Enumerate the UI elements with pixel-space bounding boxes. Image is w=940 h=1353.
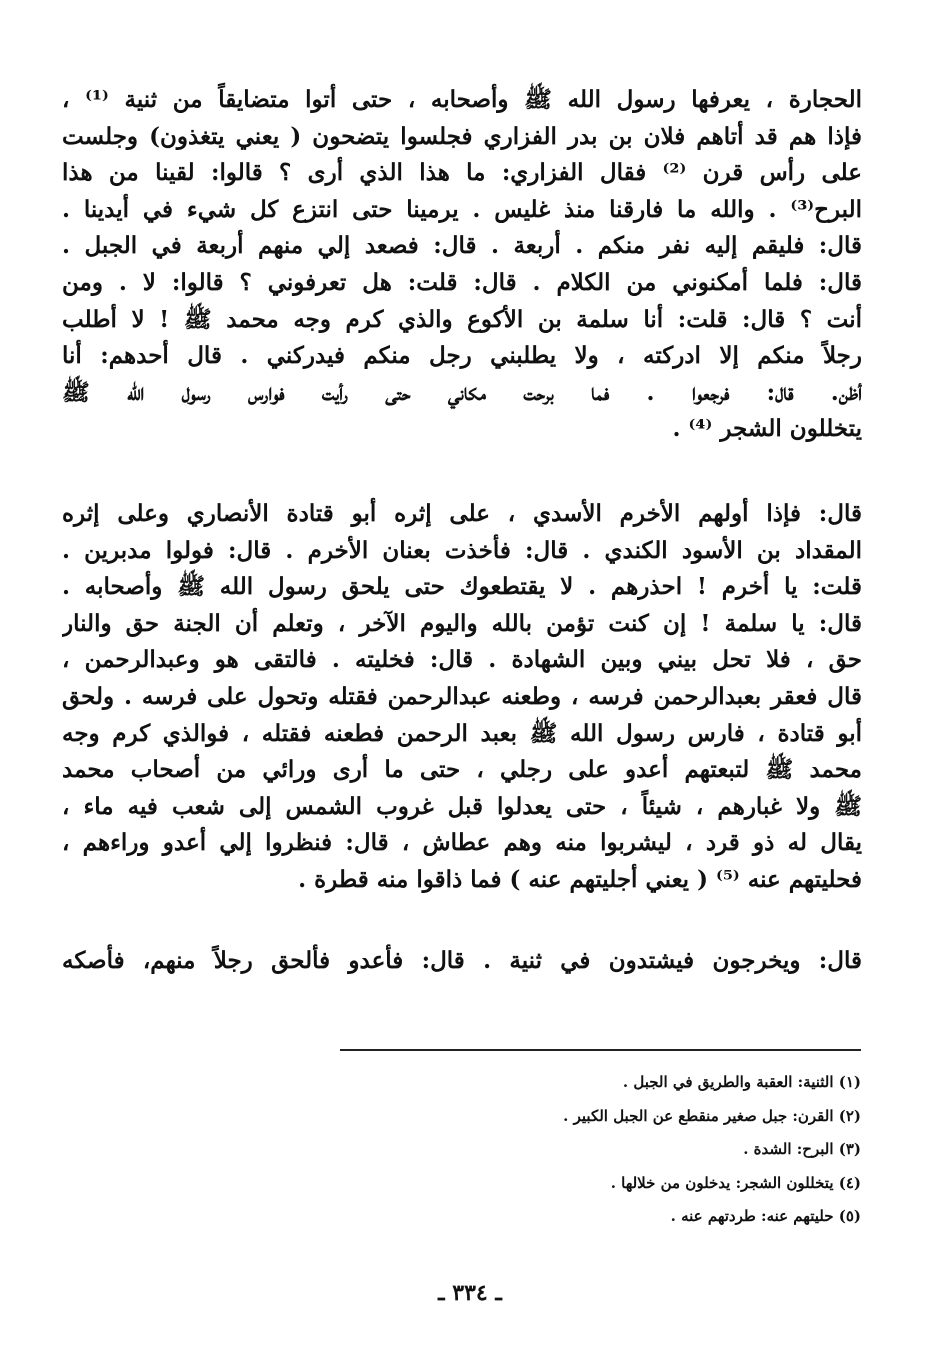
text-line: أنت ؟ قال: قلت: أنا سلمة بن الأكوع والذي كرم وجه محمد ﷺ ! لا أطلب (62, 305, 862, 333)
text-line: قال فعقر بعبدالرحمن فرسه ، وطعنه عبدالرحمن فقتله وتحول على فرسه . ولحق (62, 682, 862, 710)
footnote-item: (٤) يتخللون الشجر: يدخلون من خلالها . (610, 1173, 861, 1192)
text-line: قال: يا سلمة ! إن كنت تؤمن بالله واليوم الآخر ، وتعلم أن الجنة حق والنار (62, 609, 862, 637)
paragraph-2 (62, 496, 862, 899)
footnote-item: (٥) حليتهم عنه: طردتهم عنه . (670, 1207, 861, 1225)
text-line: فحليتهم عنه ⁽⁵⁾ ( يعني أجليتهم عنه ) فما ذاقوا منه قطرة . (298, 865, 862, 893)
footnote-item: (٢) القرن: جبل صغير منقطع عن الجبل الكبير . (563, 1106, 861, 1125)
paragraph-1 (62, 82, 862, 448)
text-line: فإذا هم قد أتاهم فلان بن بدر الفزاري فجلسوا يتضحون ( يعني يتغذون) وجلست (62, 122, 862, 150)
text-line: قال: فليقم إليه نفر منكم . أربعة . قال: فصعد إلي منهم أربعة في الجبل . (62, 232, 862, 260)
page-number: ـ ٣٣٤ ـ (438, 1280, 502, 1306)
text-line: المقداد بن الأسود الكندي . قال: فأخذت بعنان الأخرم . قال: فولوا مدبرين . (62, 536, 862, 564)
text-line: يتخللون الشجر ⁽⁴⁾ . (672, 415, 862, 443)
text-line: الحجارة ، يعرفها رسول الله ﷺ وأصحابه ، حتى أتوا متضايقاً من ثنية ⁽¹⁾ ، (62, 86, 862, 113)
footnotes (300, 1066, 861, 1234)
text-line: يقال له ذو قرد ، ليشربوا منه وهم عطاش ، قال: فنظروا إلي أعدو وراءهم ، (62, 829, 862, 857)
paragraph-3 (62, 943, 862, 980)
footnote-item: (٣) البرح: الشدة . (743, 1140, 861, 1158)
text-line: أظن. قال: فرجعوا . فما برحت مكاني حتى رأيت فوارس رسول الله ﷺ (62, 378, 862, 406)
footnote-divider (340, 1049, 861, 1051)
text-line: البرح⁽³⁾ . والله ما فارقنا منذ غليس . يرمينا حتى انتزع كل شيء في أيدينا . (62, 195, 862, 223)
text-line: قال: فلما أمكنوني من الكلام . قال: قلت: هل تعرفوني ؟ قالوا: لا . ومن (62, 268, 862, 296)
text-line: قال: ويخرجون فيشتدون في ثنية . قال: فأعدو فألحق رجلاً منهم، فأصكه (62, 947, 862, 974)
text-line: على رأس قرن ⁽²⁾ فقال الفزاري: ما هذا الذي أرى ؟ قالوا: لقينا من هذا (62, 159, 862, 187)
text-line: محمد ﷺ لتبعتهم أعدو على رجلي ، حتى ما أرى ورائي من أصحاب محمد (62, 756, 862, 784)
text-line: قال: فإذا أولهم الأخرم الأسدي ، على إثره أبو قتادة الأنصاري وعلى إثره (62, 500, 862, 527)
footnote-item: (١) الثنية: العقبة والطريق في الجبل . (622, 1073, 861, 1091)
text-line: قلت: يا أخرم ! احذرهم . لا يقتطعوك حتى يلحق رسول الله ﷺ وأصحابه . (62, 573, 862, 601)
text-line: حق ، فلا تحل بيني وبين الشهادة . قال: فخليته . فالتقى هو وعبدالرحمن ، (62, 646, 862, 674)
text-line: ﷺ ولا غبارهم ، شيئاً ، حتى يعدلوا قبل غروب الشمس إلى شعب فيه ماء ، (62, 792, 862, 820)
text-line: أبو قتادة ، فارس رسول الله ﷺ بعبد الرحمن فطعنه فقتله ، فوالذي كرم وجه (62, 719, 862, 747)
text-line: رجلاً منكم إلا ادركته ، ولا يطلبني رجل منكم فيدركني . قال أحدهم: أنا (62, 342, 862, 370)
